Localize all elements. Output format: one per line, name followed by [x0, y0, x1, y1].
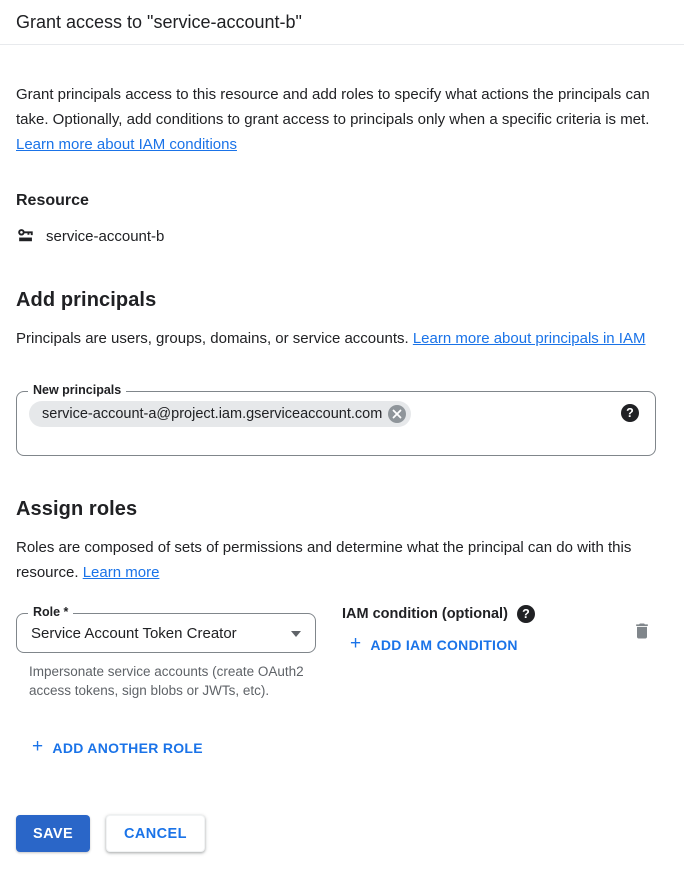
dropdown-arrow-icon [291, 631, 301, 637]
roles-paragraph [16, 535, 656, 585]
new-principals-field[interactable] [16, 383, 656, 456]
condition-label-row [342, 605, 535, 623]
principals-help-icon[interactable]: ? [621, 404, 639, 422]
close-icon [392, 409, 402, 419]
delete-role-button[interactable] [628, 617, 656, 648]
role-selected-value: Service Account Token Creator [31, 624, 237, 642]
iam-conditions-link[interactable]: Learn more about IAM conditions [16, 136, 237, 153]
role-helper-text: Impersonate service accounts (create OAuth2 access tokens, sign blobs or JWTs, etc). [29, 664, 304, 698]
dialog-footer [0, 815, 684, 852]
chip-remove-button[interactable] [388, 405, 406, 423]
condition-column [342, 605, 535, 658]
add-iam-condition-button[interactable] [342, 631, 526, 658]
trash-icon [632, 621, 652, 641]
service-account-icon [16, 226, 37, 247]
cancel-button[interactable]: CANCEL [106, 815, 205, 852]
principals-paragraph [16, 326, 656, 351]
resource-name: service-account-b [46, 228, 165, 245]
principals-text: Principals are users, groups, domains, or service accounts. [16, 330, 413, 347]
save-button[interactable]: SAVE [16, 815, 90, 852]
principals-link[interactable]: Learn more about principals in IAM [412, 330, 646, 347]
resource-heading: Resource [16, 192, 89, 209]
role-label: Role * [28, 605, 73, 619]
principal-chip [29, 401, 411, 427]
role-binding-row [16, 605, 656, 700]
roles-text: Roles are composed of sets of permissions and determine what the principal can do with this resource. [16, 539, 632, 581]
plus-icon: + [32, 736, 44, 757]
dialog-body [0, 82, 684, 761]
iam-condition-label: IAM condition (optional) [342, 606, 508, 622]
dialog-header [0, 0, 684, 45]
resource-row [16, 226, 656, 247]
condition-help-icon[interactable]: ? [517, 605, 535, 623]
roles-learn-more-link[interactable]: Learn more [82, 564, 160, 581]
add-another-role-button[interactable] [24, 734, 211, 761]
principal-chip-label: service-account-a@project.iam.gserviceaccount.com [42, 406, 383, 422]
plus-icon: + [350, 633, 362, 654]
new-principals-label: New principals [28, 383, 126, 397]
add-principals-heading: Add principals [16, 289, 157, 311]
add-iam-condition-label: ADD IAM CONDITION [370, 636, 518, 653]
page-title: Grant access to "service-account-b" [16, 12, 302, 32]
intro-paragraph [16, 82, 656, 157]
add-another-role-label: ADD ANOTHER ROLE [52, 739, 203, 756]
role-column [16, 605, 316, 700]
role-select[interactable] [16, 605, 316, 653]
intro-text: Grant principals access to this resource and add roles to specify what actions the principals can take. Optionally, add conditions to grant access to principals only when a specific criteria is met. [16, 86, 650, 128]
assign-roles-heading: Assign roles [16, 498, 138, 520]
